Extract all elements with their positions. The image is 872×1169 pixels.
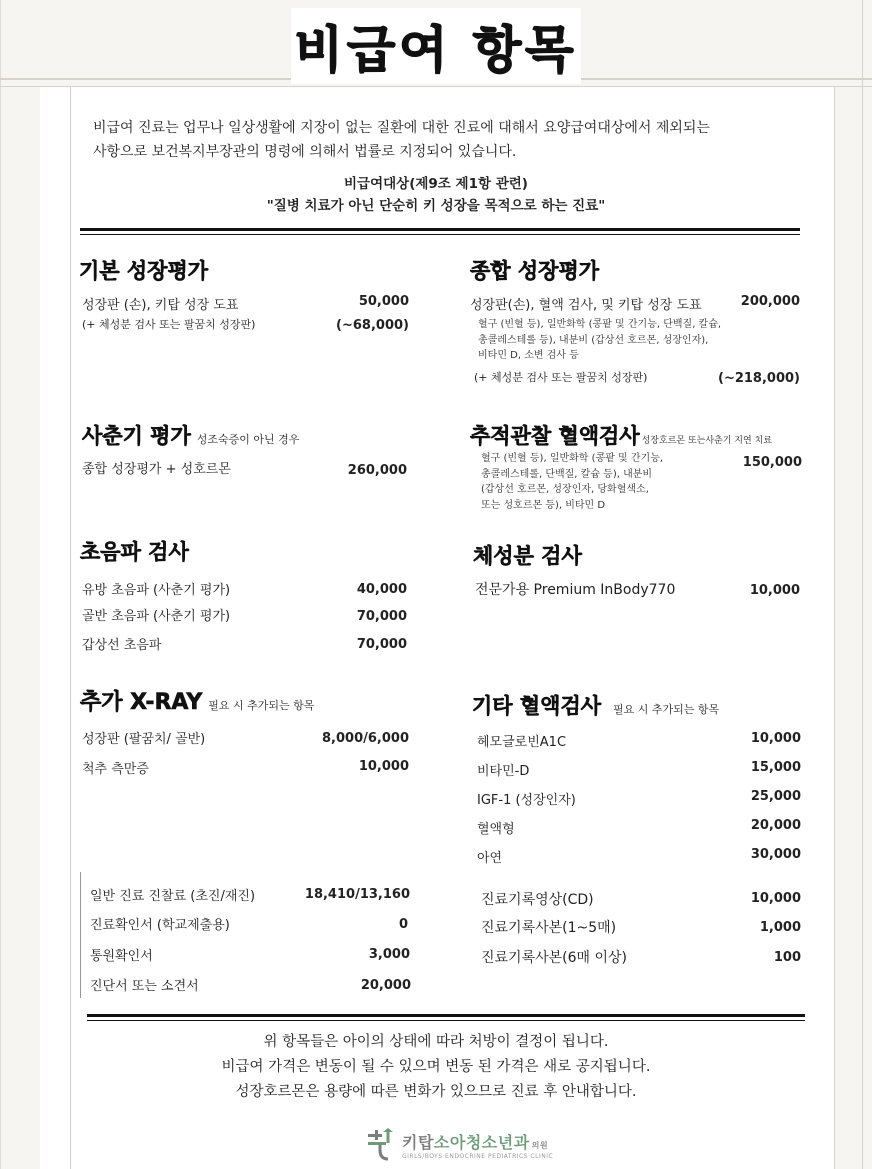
section-title-text: 사춘기 평가 <box>82 424 191 448</box>
fee-item: 진료기록영상(CD) <box>481 892 594 908</box>
detail-line: 혈구 (빈혈 등), 일반화학 (콩팥 및 간기능, 단백질, 칼슘, <box>478 319 722 330</box>
divider <box>87 1014 805 1017</box>
page-sheet <box>40 86 834 1169</box>
section-title-comprehensive: 종합 성장평가 <box>470 259 600 283</box>
divider <box>87 1020 805 1021</box>
detail-line: 총콜레스테롤 등), 내분비 (갑상선 호르몬, 성장인자), <box>478 334 709 346</box>
comprehensive-price: 200,000 <box>740 294 800 309</box>
frame-line <box>834 86 835 1169</box>
footer-line: 비급여 가격은 변동이 될 수 있으며 변동 된 가격은 새로 공지됩니다. <box>221 1059 651 1075</box>
section-title-followup <box>470 420 772 450</box>
title-box <box>291 8 581 84</box>
otherblood-item: 혈액형 <box>477 822 515 837</box>
logo-wordmark <box>402 1130 553 1160</box>
intro-line: 사항으로 보건복지부장관의 명령에 의해서 법률로 지정되어 있습니다. <box>93 144 517 160</box>
logo-icon <box>366 1128 396 1162</box>
otherblood-item: 아연 <box>477 851 503 866</box>
logo-name-part: 소아청소년과 <box>433 1133 530 1152</box>
section-title-bodycomp: 체성분 검사 <box>473 544 582 568</box>
fee-box-border <box>80 872 81 998</box>
fee-price: 3,000 <box>368 947 410 962</box>
bodycomp-price: 10,000 <box>749 583 800 598</box>
divider <box>80 228 800 231</box>
xray-price: 8,000/6,000 <box>322 731 409 746</box>
section-title-ultrasound: 초음파 검사 <box>80 540 189 564</box>
bodycomp-item: 전문가용 Premium InBody770 <box>475 582 676 598</box>
detail-line: (갑상선 호르몬, 성장인자, 당화혈색소, <box>481 484 649 495</box>
footer-line: 성장호르몬은 용량에 따른 변화가 있으므로 진료 후 안내합니다. <box>235 1084 637 1100</box>
logo-name <box>402 1130 553 1153</box>
section-note: 필요 시 추가되는 항목 <box>613 703 720 716</box>
footer-notes <box>0 1030 872 1105</box>
basic-item: (+ 체성분 검사 또는 팔꿈치 성장판) <box>82 318 256 331</box>
comprehensive-price: (~218,000) <box>718 371 800 386</box>
fee-item: 일반 진료 진찰료 (초진/재진) <box>90 889 256 904</box>
section-title-text: 추적관찰 혈액검사 <box>470 424 640 448</box>
ultrasound-price: 40,000 <box>356 582 407 597</box>
basic-price: 50,000 <box>358 294 409 309</box>
otherblood-price: 15,000 <box>750 760 801 775</box>
section-note: 성장호르몬 또는사춘기 지연 치료 <box>641 436 772 446</box>
fee-price: 18,410/13,160 <box>304 887 410 902</box>
otherblood-item: 비타민-D <box>477 764 530 779</box>
otherblood-price: 20,000 <box>750 818 801 833</box>
section-title-text: 기타 혈액검사 <box>472 694 602 718</box>
section-title-otherblood <box>472 690 719 720</box>
fee-item: 통원확인서 <box>90 949 153 964</box>
puberty-price: 260,000 <box>347 463 407 478</box>
subhead: "질병 치료가 아닌 단순히 키 성장을 목적으로 하는 진료" <box>266 198 606 214</box>
detail-line: 혈구 (빈혈 등), 일반화학 (콩팥 및 간기능, <box>481 453 664 464</box>
otherblood-item: 헤모글로빈A1C <box>477 735 567 750</box>
otherblood-price: 30,000 <box>750 847 801 862</box>
fee-price: 0 <box>398 917 408 932</box>
logo-name-part: 키탑 <box>402 1133 434 1152</box>
detail-line: 총콜레스테롤, 단백질, 칼슘 등), 내분비 <box>481 468 653 480</box>
divider <box>80 234 800 235</box>
frame-line <box>0 86 872 87</box>
ultrasound-price: 70,000 <box>356 609 407 624</box>
ultrasound-item: 갑상선 초음파 <box>82 638 162 653</box>
intro-line: 비급여 진료는 업무나 일상생활에 지장이 없는 질환에 대한 진료에 대해서 요양급여대상에서 제외되는 <box>93 120 710 136</box>
fee-item: 진료기록사본(1~5매) <box>481 920 617 936</box>
page-title: 비급여 항목 <box>294 21 578 79</box>
fee-item: 진료확인서 (학교제출용) <box>90 918 230 933</box>
detail-line: 비타민 D, 소변 검사 등 <box>478 350 579 361</box>
comprehensive-item: (+ 체성분 검사 또는 팔꿈치 성장판) <box>474 371 648 384</box>
section-title-xray <box>80 685 314 716</box>
otherblood-price: 25,000 <box>750 789 801 804</box>
subhead: 비급여대상(제9조 제1항 관련) <box>344 176 528 192</box>
otherblood-price: 10,000 <box>750 731 801 746</box>
fee-price: 20,000 <box>360 978 411 993</box>
fee-item: 진단서 또는 소견서 <box>90 979 199 994</box>
intro-text <box>93 116 803 164</box>
xray-item: 성장판 (팔꿈치/ 골반) <box>82 732 206 747</box>
logo-suffix: 의원 <box>531 1141 549 1150</box>
section-note: 필요 시 추가되는 항목 <box>208 699 315 712</box>
fee-price: 10,000 <box>750 891 801 906</box>
basic-item: 성장판 (손), 키탑 성장 도표 <box>82 298 239 313</box>
ultrasound-price: 70,000 <box>356 637 407 652</box>
section-title-basic: 기본 성장평가 <box>79 259 209 283</box>
fee-price: 1,000 <box>759 920 801 935</box>
detail-line: 또는 성호르몬 등), 비타민 D <box>481 499 606 511</box>
comprehensive-item: 성장판(손), 혈액 검사, 및 키탑 성장 도표 <box>470 298 702 313</box>
ultrasound-item: 골반 초음파 (사춘기 평가) <box>82 609 231 624</box>
clinic-logo <box>366 1128 553 1162</box>
section-note: 성조숙증이 아닌 경우 <box>196 433 300 446</box>
section-title-puberty <box>82 420 299 450</box>
logo-subtitle: GIRLS/BOYS ENDOCRINE PEDIATRICS CLINIC <box>402 1153 554 1160</box>
comprehensive-detail <box>478 317 721 364</box>
section-title-text: 추가 X-RAY <box>80 690 203 715</box>
xray-price: 10,000 <box>358 759 409 774</box>
footer-line: 위 항목들은 아이의 상태에 따라 처방이 결정이 됩니다. <box>263 1034 609 1050</box>
xray-item: 척추 측만증 <box>82 762 149 777</box>
followup-detail <box>481 451 663 513</box>
frame-line <box>70 86 71 1169</box>
otherblood-item: IGF-1 (성장인자) <box>477 793 576 808</box>
ultrasound-item: 유방 초음파 (사춘기 평가) <box>82 583 231 598</box>
puberty-item: 종합 성장평가 + 성호르몬 <box>82 462 231 477</box>
fee-item: 진료기록사본(6매 이상) <box>481 950 627 966</box>
followup-price: 150,000 <box>742 455 802 470</box>
fee-price: 100 <box>773 950 801 965</box>
basic-price: (~68,000) <box>336 318 409 333</box>
